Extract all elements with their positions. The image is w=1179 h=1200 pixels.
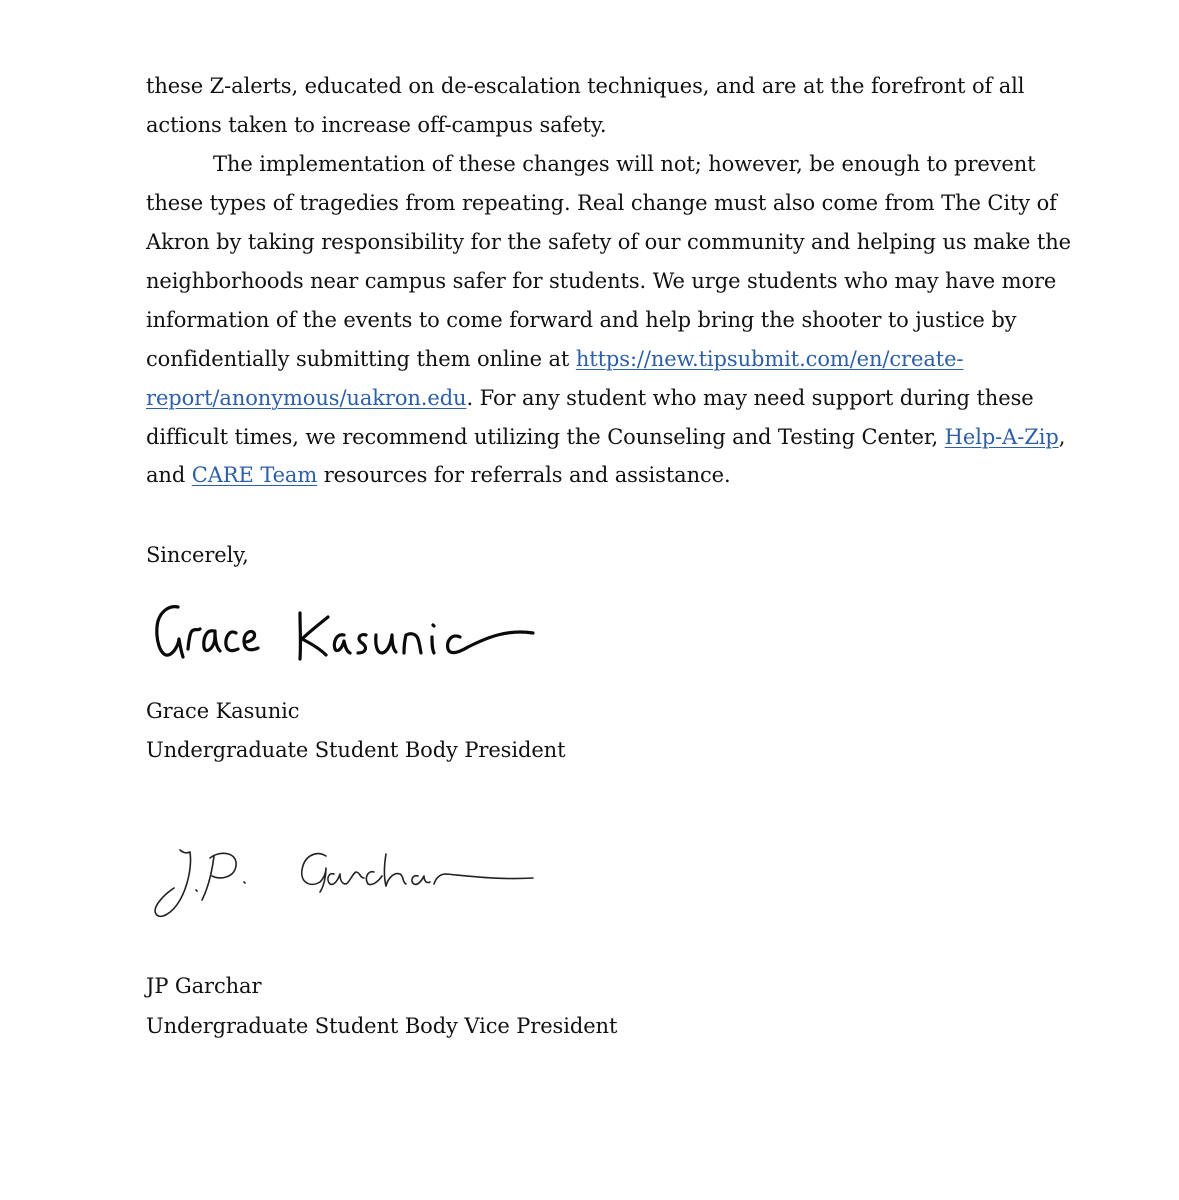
signer-1-title: Undergraduate Student Body President xyxy=(146,738,566,762)
signer-2-title: Undergraduate Student Body Vice President xyxy=(146,1014,618,1038)
paragraph-2-line-8-text: difficult times, we recommend utilizing the Counseling and Testing Center, xyxy=(146,425,945,449)
care-team-link[interactable]: CARE Team xyxy=(191,463,318,487)
grace-kasunic-signature xyxy=(148,595,548,670)
paragraph-2-line-9 xyxy=(146,462,731,488)
paragraph-2-line-1: The implementation of these changes will not; however, be enough to prevent xyxy=(213,152,1036,176)
paragraph-2-line-5: information of the events to come forward and help bring the shooter to justice by xyxy=(146,308,1017,332)
paragraph-1-line-1: these Z-alerts, educated on de-escalation techniques, and are at the forefront of all xyxy=(146,74,1025,98)
signer-2-name: JP Garchar xyxy=(146,974,262,998)
paragraph-2-line-9-start: and xyxy=(146,463,192,487)
paragraph-2-line-6 xyxy=(146,346,963,372)
paragraph-2-line-4: neighborhoods near campus safer for students. We urge students who may have more xyxy=(146,269,1057,293)
paragraph-2-line-2: these types of tragedies from repeating. Real change must also come from The City of xyxy=(146,191,1057,215)
paragraph-2-line-7-text: . For any student who may need support during these xyxy=(466,386,1034,410)
paragraph-1-line-2: actions taken to increase off-campus safety. xyxy=(146,113,607,137)
paragraph-2-line-8 xyxy=(146,424,1065,450)
closing: Sincerely, xyxy=(146,543,249,567)
jp-garchar-signature xyxy=(148,838,548,923)
tipsubmit-link-part-2[interactable]: report/anonymous/uakron.edu xyxy=(146,386,467,410)
paragraph-2-line-3: Akron by taking responsibility for the safety of our community and helping us make the xyxy=(146,230,1071,254)
tipsubmit-link-part-1[interactable]: https://new.tipsubmit.com/en/create- xyxy=(575,347,964,371)
signer-1-name: Grace Kasunic xyxy=(146,699,300,723)
paragraph-2-line-9-text: resources for referrals and assistance. xyxy=(317,463,731,487)
paragraph-2-line-8-end: , xyxy=(1058,425,1066,449)
paragraph-2-line-6-text: confidentially submitting them online at xyxy=(146,347,576,371)
help-a-zip-link[interactable]: Help-A-Zip xyxy=(944,425,1059,449)
paragraph-2-line-7 xyxy=(146,385,1034,411)
